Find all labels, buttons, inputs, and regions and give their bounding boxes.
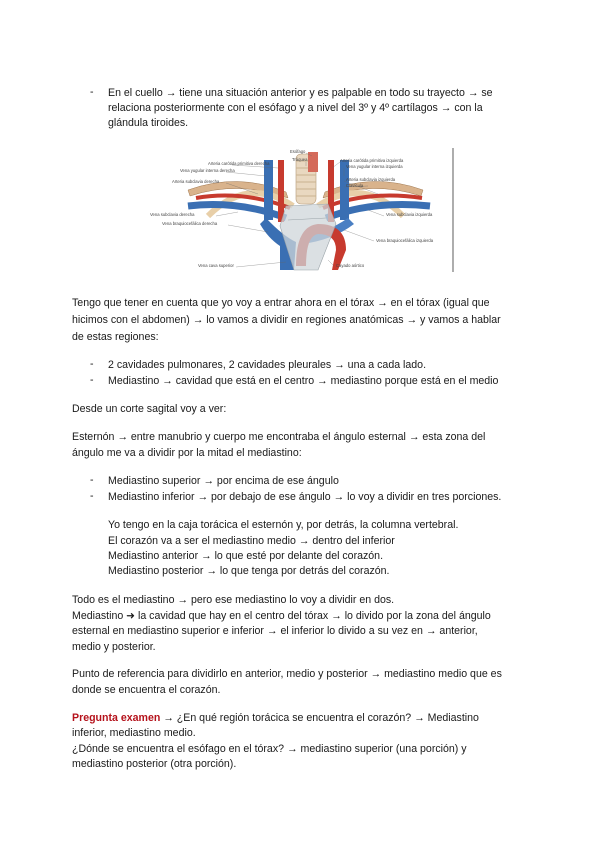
bullet-dash: - <box>90 358 94 370</box>
exam-line-1 <box>72 711 479 725</box>
exam-label: Pregunta examen <box>72 712 161 724</box>
label-carotida-izquierda: Arteria carótida primitiva izquierda <box>340 158 404 163</box>
list2-item-1: Mediastino superior → por encima de ese ángulo <box>108 475 339 487</box>
label-subclavia-vena-derecha: Vena subclavia derecha <box>150 212 195 217</box>
p4-line-1: Todo es el mediastino → pero ese mediastino lo voy a dividir en dos. <box>72 594 395 606</box>
bullet-dash: - <box>90 86 94 98</box>
bullet-dash: - <box>90 474 94 486</box>
mediastinum-anatomy-figure <box>150 146 458 274</box>
exam-line-4: mediastino posterior (otra porción). <box>72 758 237 770</box>
bullet-dash: - <box>90 490 94 502</box>
label-yugular-izquierda: Vena yugular interna izquierda <box>346 164 403 169</box>
intro-line-3: glándula tiroides. <box>108 117 189 129</box>
label-traquea: Tráquea <box>292 157 308 162</box>
label-subclavia-art-derecha: Arteria subclavia derecha <box>172 179 220 184</box>
label-braquiocefalica-derecha: Vena braquiocefálica derecha <box>162 221 218 226</box>
indent-line-4: Mediastino posterior → lo que tenga por detrás del corazón. <box>108 565 390 577</box>
intro-line-1: En el cuello → tiene una situación anterior y es palpable en todo su trayecto → se <box>108 87 493 99</box>
p5-line-1: Punto de referencia para dividirlo en anterior, medio y posterior → mediastino medio que es <box>72 668 502 680</box>
exam-question-1: → ¿En qué región torácica se encuentra el corazón? → Mediastino <box>160 712 479 724</box>
label-yugular-derecha: Vena yugular interna derecha <box>180 168 235 173</box>
label-clavicula: Clavícula <box>346 183 364 188</box>
intro-line-2: relaciona posteriormente con el esófago y a nivel del 3º y 4º cartílagos → con la <box>108 102 483 114</box>
exam-line-3: ¿Dónde se encuentra el esófago en el tórax? → mediastino superior (una porción) y <box>72 743 467 755</box>
bullet-dash: - <box>90 374 94 386</box>
p3-line-2: ángulo me va a dividir por la mitad el mediastino: <box>72 447 302 459</box>
list2-item-2: Mediastino inferior → por debajo de ese ángulo → lo voy a dividir en tres porciones. <box>108 491 502 503</box>
list1-item-1: 2 cavidades pulmonares, 2 cavidades pleurales → una a cada lado. <box>108 359 427 371</box>
p1-line-1: Tengo que tener en cuenta que yo voy a entrar ahora en el tórax → en el tórax (igual que <box>72 297 490 309</box>
label-cayado-aortico: Cayado aórtico <box>336 263 365 268</box>
label-esofago: Esófago <box>290 149 306 154</box>
p5-line-2: donde se encuentra el corazón. <box>72 684 221 696</box>
label-braquiocefalica-izquierda: Vena braquiocefálica izquierda <box>376 238 434 243</box>
p1-line-3: de estas regiones: <box>72 331 159 343</box>
indent-line-2: El corazón va a ser el mediastino medio → dentro del inferior <box>108 535 395 547</box>
label-subclavia-vena-izquierda: Vena subclavia izquierda <box>386 212 433 217</box>
label-carotida-derecha: Arteria carótida primitiva derecha <box>208 161 270 166</box>
exam-line-2: inferior, mediastino medio. <box>72 727 196 739</box>
indent-line-3: Mediastino anterior → lo que esté por delante del corazón. <box>108 550 384 562</box>
p2-line: Desde un corte sagital voy a ver: <box>72 403 227 415</box>
anatomy-illustration <box>150 146 458 274</box>
label-cava-superior: Vena cava superior <box>198 263 234 268</box>
p4-line-2: Mediastino ➜ la cavidad que hay en el centro del tórax → lo divido por la zona del ángulo <box>72 610 491 622</box>
indent-line-1: Yo tengo en la caja torácica el esternón y, por detrás, la columna vertebral. <box>108 519 459 531</box>
p4-line-3: esternal en mediastino superior e inferior → el inferior lo divido a su vez en → anterior, <box>72 625 478 637</box>
p3-line-1: Esternón → entre manubrio y cuerpo me encontraba el ángulo esternal → esta zona del <box>72 431 486 443</box>
label-subclavia-art-izquierda: Arteria subclavia izquierda <box>346 177 396 182</box>
list1-item-2: Mediastino → cavidad que está en el centro → mediastino porque está en el medio <box>108 375 499 387</box>
p1-line-2: hicimos con el abdomen) → lo vamos a dividir en regiones anatómicas → y vamos a hablar <box>72 314 501 326</box>
p4-line-4: medio y posterior. <box>72 641 156 653</box>
